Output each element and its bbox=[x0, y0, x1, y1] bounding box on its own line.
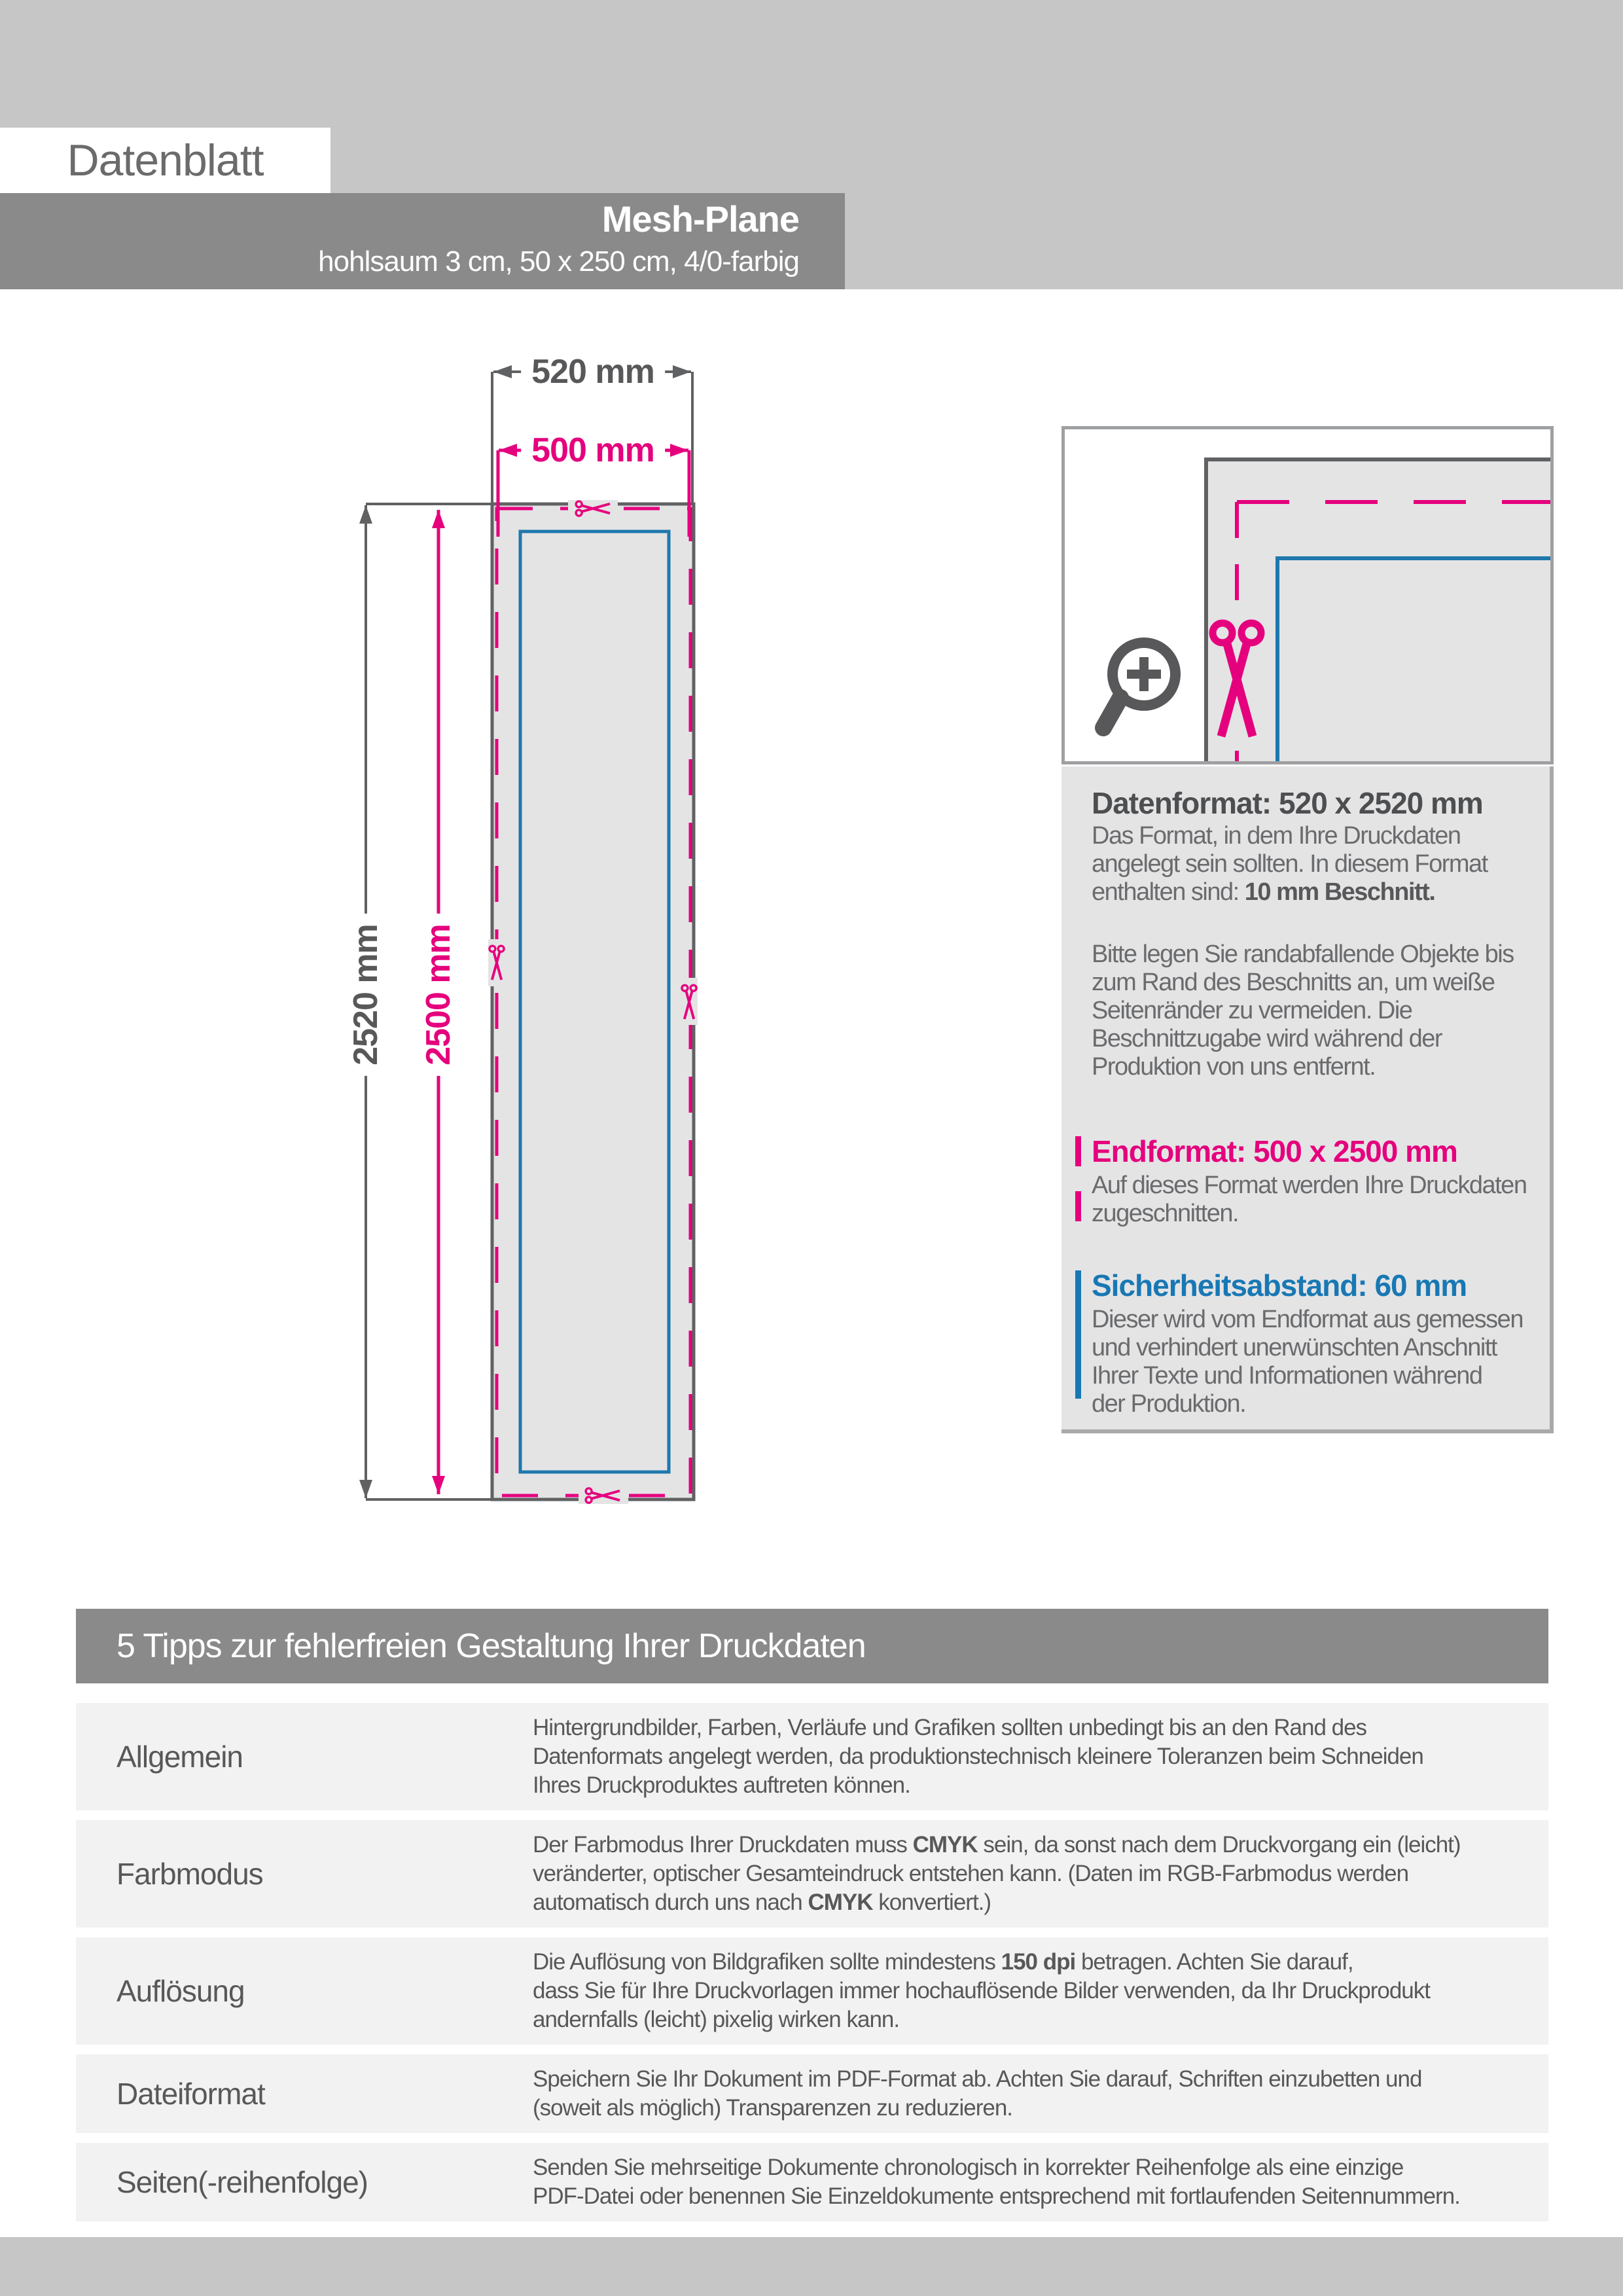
sheet-label-box bbox=[0, 128, 330, 193]
footer-band bbox=[0, 2237, 1623, 2296]
detail-zoom-box bbox=[1061, 426, 1554, 764]
bleed-note-text: Bitte legen Sie randabfallende Objekte bis zum Rand des Beschnitts an, um weiße Seitenränder zu vermeiden. Die Beschnittzugabe wird während der Produktion von uns entfernt. bbox=[1092, 941, 1514, 1081]
endformat-text: Auf dieses Format werden Ihre Druckdaten zugeschnitten. bbox=[1092, 1172, 1527, 1227]
outer-width-label: 520 mm bbox=[521, 351, 665, 393]
tip-row bbox=[76, 1820, 1548, 1928]
tip-label: Allgemein bbox=[116, 1740, 243, 1774]
tips-rows bbox=[76, 1703, 1548, 2231]
tip-text: Hintergrundbilder, Farben, Verläufe und Grafiken sollten unbedingt bis an den Rand des Datenformats angelegt werden, da produktionstechnisch kleinere Toleranzen beim Schneiden Ihres Druckproduktes auftreten können. bbox=[533, 1715, 1423, 1798]
inner-width-label: 500 mm bbox=[521, 429, 665, 471]
tip-row bbox=[76, 2143, 1548, 2221]
tips-title: 5 Tipps zur fehlerfreien Gestaltung Ihrer Druckdaten bbox=[116, 1627, 866, 1665]
safety-margin-rect bbox=[520, 531, 669, 1472]
endformat-dashed-rect bbox=[497, 509, 690, 1496]
tip-label: Dateiformat bbox=[116, 2077, 265, 2111]
tip-text: Die Auflösung von Bildgrafiken sollte mindestens 150 dpi betragen. Achten Sie darauf, dass Sie für Ihre Druckvorlagen immer hochauflösende Bilder verwenden, da Ihr Druckprodukt andernfalls (leicht) pixelig wirken kann. bbox=[533, 1949, 1430, 2032]
tip-row bbox=[76, 1937, 1548, 2045]
endformat-bar bbox=[1075, 1136, 1081, 1166]
tip-text: Senden Sie mehrseitige Dokumente chronologisch in korrekter Reihenfolge als eine einzige PDF-Datei oder benennen Sie Einzeldokumente entsprechend mit fortlaufenden Seitennummern. bbox=[533, 2155, 1460, 2209]
sheet-label: Datenblatt bbox=[67, 135, 264, 185]
safety-text: Dieser wird vom Endformat aus gemessen und verhindert unerwünschten Anschnitt Ihrer Texte und Informationen während der Produktion. bbox=[1092, 1306, 1523, 1418]
product-banner bbox=[0, 193, 845, 289]
tip-text: Der Farbmodus Ihrer Druckdaten muss CMYK sein, da sonst nach dem Druckvorgang ein (leicht) veränderter, optischer Gesamteindruck entstehen kann. (Daten im RGB-Farbmodus werden automatisch durch uns nach CMYK konvertiert.) bbox=[533, 1832, 1461, 1915]
outer-height-label: 2520 mm bbox=[345, 914, 387, 1076]
endformat-heading: Endformat: 500 x 2500 mm bbox=[1092, 1134, 1457, 1168]
safety-heading: Sicherheitsabstand: 60 mm bbox=[1092, 1268, 1467, 1302]
product-spec: hohlsaum 3 cm, 50 x 250 cm, 4/0-farbig bbox=[318, 245, 799, 278]
tips-banner bbox=[76, 1609, 1548, 1683]
datenformat-rect bbox=[492, 504, 694, 1499]
tip-text: Speichern Sie Ihr Dokument im PDF-Format ab. Achten Sie darauf, Schriften einzubetten und (soweit als möglich) Transparenzen zu reduzieren. bbox=[533, 2066, 1422, 2121]
datenformat-text: Das Format, in dem Ihre Druckdaten angelegt sein sollten. In diesem Format enthalten sind: 10 mm Beschnitt. bbox=[1092, 822, 1488, 906]
tip-label: Seiten(-reihenfolge) bbox=[116, 2165, 368, 2199]
product-name: Mesh-Plane bbox=[601, 198, 799, 240]
tip-row bbox=[76, 1703, 1548, 1810]
tip-label: Farbmodus bbox=[116, 1857, 263, 1891]
inner-height-label: 2500 mm bbox=[418, 914, 459, 1076]
tip-label: Auflösung bbox=[116, 1974, 245, 2008]
safety-bar bbox=[1075, 1270, 1081, 1399]
endformat-bar-2 bbox=[1075, 1191, 1081, 1221]
tip-row bbox=[76, 2054, 1548, 2133]
datenformat-heading: Datenformat: 520 x 2520 mm bbox=[1092, 786, 1483, 820]
